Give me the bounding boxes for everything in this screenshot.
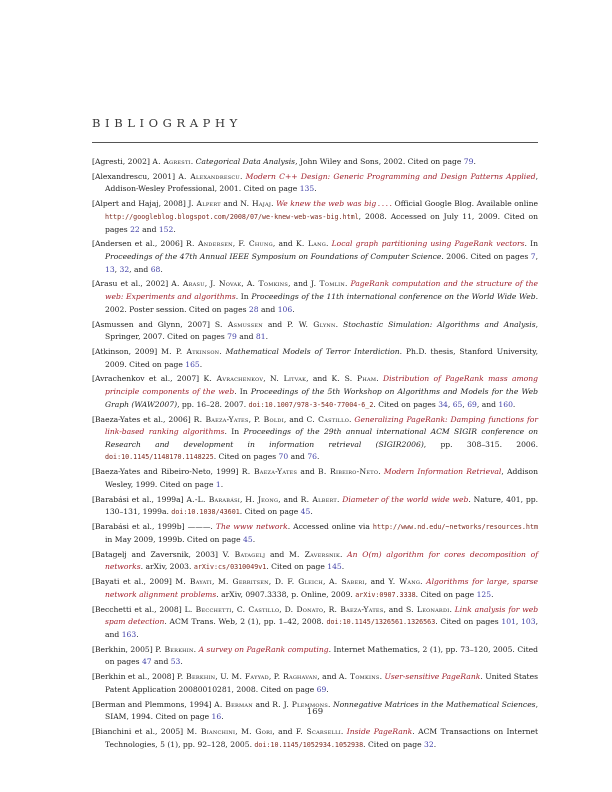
author-name: R. Albert <box>300 494 338 504</box>
bib-text: . ACM Transactions on Internet Technologies, 5 (1), pp. 92–128, 2005. <box>105 727 539 749</box>
bib-text: , pp. 16–28. 2007. <box>177 399 249 409</box>
bib-text: , <box>239 494 246 504</box>
author-name: A. Berman <box>214 699 253 709</box>
work-title-link[interactable]: Distribution of PageRank mass among principle components of the web <box>105 374 538 397</box>
author-name: J. Novak <box>210 279 242 289</box>
bib-text: and <box>220 199 241 209</box>
bib-text: [Baeza-Yates and Ribeiro-Neto, 1999] <box>92 467 242 477</box>
bib-text: and <box>288 452 308 462</box>
url-link[interactable]: doi:10.1038/43601 <box>171 508 240 517</box>
bib-text: . Cited on pages <box>373 399 439 409</box>
cited-page-link[interactable]: 45 <box>243 534 253 544</box>
cited-page-link[interactable]: 32 <box>424 739 434 749</box>
bib-text: [Asmussen and Glynn, 2007] <box>92 319 215 329</box>
bib-text: and <box>265 549 289 559</box>
bib-text: . Internet Mathematics, 2 (1), pp. 73–120, 2005. Cited on pages <box>105 644 538 667</box>
bib-text: . <box>173 224 176 234</box>
cited-page-link[interactable]: 1 <box>215 479 221 489</box>
cited-page-link[interactable]: 22 <box>130 224 140 234</box>
bib-text: and <box>139 224 159 234</box>
cited-page-link[interactable]: 53 <box>170 657 181 667</box>
author-name: J. Tomlin <box>310 279 346 289</box>
bib-text: . Ph.D. thesis, Stanford University, 2009. Cited on page <box>105 347 538 369</box>
work-title: Proceedings of the 11th international conference on the World Wide Web <box>251 292 536 302</box>
author-name: N. Litvak <box>270 374 307 384</box>
work-title-link[interactable]: An O(m) algorithm for cores decomposition of networks <box>105 549 539 572</box>
bib-text: . ACM Trans. Web, 2 (1), pp. 1–42, 2008. <box>164 617 327 627</box>
bib-entry <box>92 604 538 642</box>
bib-text: . <box>491 589 494 599</box>
author-name: R. Baeza-Yates <box>193 414 249 424</box>
page-number: 169 <box>306 707 324 717</box>
cited-page-link[interactable]: 165 <box>185 359 200 369</box>
work-title-link[interactable]: PageRank computation and the structure of the web: Experiments and algorithms <box>105 279 539 302</box>
bib-text: . <box>265 332 269 342</box>
bib-text: [Barabási et al., 1999a] <box>92 494 187 504</box>
bib-entry <box>92 671 538 696</box>
bib-text: , <box>204 279 211 289</box>
bib-text: and <box>258 304 278 314</box>
author-name: A. Alexandrescu <box>178 171 240 181</box>
bib-text: . <box>473 157 476 166</box>
work-title: Categorical Data Analysis <box>195 157 296 166</box>
bib-text: [Berkhin, 2005] <box>92 644 156 654</box>
bib-text: . <box>221 712 224 722</box>
bib-text: . Cited on pages <box>213 452 279 462</box>
bib-text: . arXiv, 0907.3338, p. Online, 2009. <box>216 589 356 599</box>
bib-text: , <box>241 279 247 289</box>
author-name: U. M. Fayyad <box>220 672 269 682</box>
author-name: J. Alpert <box>188 199 221 209</box>
bib-entry <box>92 278 538 316</box>
bib-entry <box>92 521 538 546</box>
bib-text: . <box>376 374 383 384</box>
cited-page-link[interactable]: 16 <box>211 712 222 722</box>
cited-page-link[interactable]: 76 <box>307 452 317 462</box>
work-title-link[interactable]: We knew the web was big . . . . <box>276 199 392 209</box>
work-title-link[interactable]: Local graph partitioning using PageRank vectors <box>331 239 525 249</box>
author-name: M. Gori <box>241 727 273 736</box>
bib-text: . <box>219 347 226 356</box>
bib-text: . <box>239 171 246 181</box>
work-title-link[interactable]: Inside PageRank <box>346 727 413 736</box>
cited-page-link[interactable]: 106 <box>277 304 293 314</box>
author-name: B. Ribeiro-Neto <box>318 467 379 477</box>
author-name: V. Batagelj <box>222 549 266 559</box>
bib-text: . In <box>524 239 538 249</box>
bib-text: . <box>271 199 277 209</box>
author-name: L. Becchetti <box>184 604 232 614</box>
cited-page-link[interactable]: 69 <box>316 684 327 694</box>
cited-page-link[interactable]: 152 <box>158 224 174 234</box>
bib-text: Official Google Blog. Available online <box>391 199 538 209</box>
bib-text: [Arasu et al., 2002] <box>92 279 172 289</box>
bib-text: and <box>262 319 288 329</box>
bib-text: [Baeza-Yates et al., 2006] <box>92 414 194 424</box>
bib-text: , and <box>317 672 339 682</box>
author-name: R. Baeza-Yates <box>241 467 298 477</box>
bib-text: . <box>379 672 385 682</box>
bib-text: . <box>292 304 295 314</box>
bib-text: . <box>349 414 355 424</box>
author-name: R. Baeza-Yates <box>328 604 384 614</box>
bib-text: . <box>337 494 343 504</box>
bib-text: [Atkinson, 2009] <box>92 347 162 356</box>
author-name: D. Donato <box>284 604 324 614</box>
work-title-link[interactable]: The www network <box>215 522 288 532</box>
bib-text: , and <box>105 617 539 639</box>
author-name: P. Berkhin <box>176 672 216 682</box>
bib-text: . Cited on pages <box>435 617 502 627</box>
bib-entry <box>92 198 538 236</box>
bib-text: , and <box>129 264 151 274</box>
bib-entry <box>92 156 538 169</box>
bib-entry <box>92 373 538 411</box>
bib-text: , <box>235 727 242 736</box>
bib-text: , <box>268 672 274 682</box>
cited-page-link[interactable]: 69 <box>467 399 477 409</box>
work-title-link[interactable]: Algorithms for large, sparse network alignment problems <box>105 577 539 599</box>
bib-text: . United States Patent Application 20080010281, 2008. Cited on page <box>105 672 539 694</box>
bib-text: , Addison Wesley, 1999. Cited on page <box>105 467 539 489</box>
bib-text: , <box>515 617 522 627</box>
bib-text: [Alexandrescu, 2001] <box>92 171 179 181</box>
bib-entry <box>92 549 538 574</box>
bib-entry <box>92 644 538 669</box>
author-name: A. Arasu <box>171 279 205 289</box>
bib-text: , <box>462 399 468 409</box>
bib-text: , and <box>476 399 499 409</box>
bib-text: , <box>248 414 254 424</box>
bib-text: . <box>136 629 139 639</box>
bib-text: . <box>340 727 347 736</box>
bib-entry <box>92 171 538 196</box>
url-link[interactable]: doi:10.1145/1148170.1148225 <box>105 453 214 462</box>
bib-text: , and <box>283 414 307 424</box>
bib-entry <box>92 346 538 371</box>
author-name: M. Zaversnik <box>288 549 341 559</box>
bib-text: . Accessed online via <box>287 522 373 532</box>
bib-text: . arXiv, 2003. <box>140 562 194 572</box>
bib-text: , <box>114 264 120 274</box>
bib-text: , and <box>272 727 296 736</box>
bibliography-list <box>92 156 538 753</box>
bib-text: , <box>232 239 239 249</box>
bib-text: . <box>220 479 224 489</box>
url-link[interactable]: http://www.nd.edu/~networks/resources.htm <box>372 523 538 532</box>
author-name: M. P. Atkinson <box>161 347 220 356</box>
bib-text: . 2002. Poster session. Cited on pages <box>105 292 538 314</box>
cited-page-link[interactable]: 160 <box>498 399 513 409</box>
bib-entry <box>92 414 538 464</box>
bib-text: . <box>340 549 348 559</box>
author-name: R. J. Plemmons <box>272 699 329 709</box>
author-name: P. W. Glynn <box>287 319 336 329</box>
bib-text: , <box>322 577 329 587</box>
bib-text: . In <box>234 387 251 397</box>
bib-text: , and <box>383 604 406 614</box>
author-name: S. Leonardi <box>405 604 450 614</box>
url-link[interactable]: doi:10.1007/978-3-540-77004-6_2 <box>248 400 374 409</box>
bib-text: and <box>236 332 256 342</box>
cited-page-link[interactable]: 28 <box>248 304 259 314</box>
bib-text: [Bianchini et al., 2005] <box>92 727 187 736</box>
work-title: Nonnegative Matrices in the Mathematical Sciences <box>332 699 536 709</box>
cited-page-link[interactable]: 32 <box>119 264 130 274</box>
cited-page-link[interactable]: 68 <box>150 264 161 274</box>
author-name: M. Gerritsen <box>218 577 269 587</box>
bib-text: [Bayati et al., 2009] <box>92 577 176 587</box>
bib-text: . <box>378 467 384 477</box>
author-name: A. Agresti <box>152 157 191 166</box>
work-title-link[interactable]: User-sensitive PageRank <box>384 672 481 682</box>
author-name: S. Asmussen <box>214 319 263 329</box>
bib-text: [Alpert and Hajaj, 2008] <box>92 199 189 209</box>
author-name: P. Berkhin <box>155 644 194 654</box>
bib-text: , <box>535 252 538 261</box>
bib-entry <box>92 466 538 491</box>
bib-text: in May 2009, 1999b. Cited on page <box>105 534 244 544</box>
cited-page-link[interactable]: 34 <box>438 399 448 409</box>
bib-text: . <box>310 507 313 517</box>
bib-text: . Cited on page <box>266 562 328 572</box>
url-link[interactable]: doi:10.1145/1052934.1052938 <box>254 740 364 749</box>
bib-text: , <box>268 577 275 587</box>
work-title-link[interactable]: Link analysis for web spam detection <box>105 604 539 627</box>
cited-page-link[interactable]: 7 <box>530 252 536 261</box>
bib-text: , <box>215 672 221 682</box>
bib-text: . <box>180 657 183 667</box>
cited-page-link[interactable]: 101 <box>501 617 516 627</box>
cited-page-link[interactable]: 103 <box>521 617 536 627</box>
author-name: K. Lang <box>295 239 326 249</box>
author-name: A.-L. Barabási <box>186 494 240 504</box>
bib-text: . <box>314 184 317 194</box>
url-link[interactable]: arXiv:0907.3338 <box>355 590 416 599</box>
bib-text: , and <box>278 494 301 504</box>
cited-page-link[interactable]: 163 <box>121 629 137 639</box>
bib-text: . <box>512 399 516 409</box>
bib-entry <box>92 726 538 751</box>
bib-text: . <box>335 319 344 329</box>
bib-text: [Avrachenkov et al., 2007] <box>92 374 204 384</box>
bib-text: , <box>279 604 285 614</box>
author-name: C. Castillo <box>306 414 350 424</box>
work-title-link[interactable]: Modern C++ Design: Generic Programming and Design Patterns Applied <box>245 171 536 181</box>
cited-page-link[interactable]: 47 <box>141 657 152 667</box>
url-link[interactable]: doi:10.1145/1326561.1326563 <box>326 618 436 627</box>
bib-text: . In <box>235 292 252 302</box>
bib-text: . 2006. Cited on pages <box>441 252 531 261</box>
bib-text: . <box>326 239 332 249</box>
bib-text: , <box>447 399 453 409</box>
author-name: C. Castillo <box>236 604 280 614</box>
bib-text: . <box>193 644 199 654</box>
cited-page-link[interactable]: 145 <box>327 562 342 572</box>
url-link[interactable]: http://googleblog.blogspot.com/2008/07/we-knew-web-was-big.html <box>105 212 359 221</box>
bib-text: [Berkhin et al., 2008] <box>92 672 177 682</box>
bib-text: . Nature, 401, pp. 130–131, 1999a. <box>105 494 539 517</box>
bib-text: , and <box>288 279 311 289</box>
author-name: A. Tomkins <box>246 279 289 289</box>
work-title: Proceedings of the 29th annual international ACM SIGIR conference on Research and development in information retrieval (SIGIR2006) <box>105 427 539 449</box>
bib-text: , Addison-Wesley Professional, 2001. Cited on page <box>105 171 538 194</box>
bib-text: . In <box>224 427 244 437</box>
bib-text: , <box>231 604 237 614</box>
work-title: Mathematical Models of Terror Interdiction <box>225 347 400 356</box>
bib-text: . <box>449 604 455 614</box>
work-title: Proceedings of the 5th Workshop on Algorithms and Models for the Web Graph (WAW2007) <box>105 387 538 409</box>
bib-text: . Cited on page <box>239 507 301 517</box>
author-name: H. Jeong <box>245 494 279 504</box>
author-name: N. Hajaj <box>240 199 272 209</box>
cited-page-link[interactable]: 81 <box>255 332 266 342</box>
bib-text: . <box>341 562 345 572</box>
bib-text: and <box>252 699 273 709</box>
bib-text: , and <box>272 239 296 249</box>
cited-page-link[interactable]: 45 <box>300 507 311 517</box>
work-title: Stochastic Simulation: Algorithms and Analysis <box>343 319 536 329</box>
bib-text: , <box>323 604 329 614</box>
cited-page-link[interactable]: 13 <box>105 264 115 274</box>
work-title-link[interactable]: Generalizing PageRank: Damping functions for link-based ranking algorithms <box>105 414 538 437</box>
cited-page-link[interactable]: 79 <box>463 157 474 166</box>
heading-rule <box>92 142 538 143</box>
cited-page-link[interactable]: 65 <box>452 399 463 409</box>
bib-entry <box>92 576 538 601</box>
bib-text: . <box>420 577 427 587</box>
work-title-link[interactable]: Diameter of the world wide web <box>342 494 469 504</box>
bib-text: and <box>297 467 318 477</box>
bib-text: [Becchetti et al., 2008] <box>92 604 185 614</box>
cited-page-link[interactable]: 135 <box>299 184 315 194</box>
bib-text: , Springer, 2007. Cited on pages <box>105 319 539 342</box>
bib-text: , John Wiley and Sons, 2002. Cited on page <box>295 157 464 166</box>
bib-text: . <box>199 359 203 369</box>
author-name: P. Boldi <box>253 414 284 424</box>
author-name: D. F. Gleich <box>274 577 323 587</box>
author-name: A. Saberi <box>328 577 365 587</box>
bib-text: . <box>328 699 333 709</box>
author-name: F. Chung <box>238 239 273 249</box>
author-name: F. Scarselli <box>295 727 341 736</box>
cited-page-link[interactable]: 79 <box>227 332 237 342</box>
bib-text: [Barabási et al., 1999b] ———. <box>92 522 216 532</box>
bib-text: [Andersen et al., 2006] <box>92 239 186 249</box>
bib-text: . <box>160 264 163 274</box>
bib-text: , SIAM, 1994. Cited on page <box>105 699 539 722</box>
author-name: M. Bianchini <box>186 727 236 736</box>
bib-text: [Agresti, 2002] <box>92 157 153 166</box>
bib-text: , <box>263 374 271 384</box>
bib-text: . Cited on page <box>415 589 477 599</box>
bib-text: and <box>151 657 171 667</box>
bib-text: . <box>190 157 196 166</box>
author-name: M. Bayati <box>175 577 212 587</box>
bib-text: , and <box>364 577 389 587</box>
bib-text: . <box>345 279 351 289</box>
bib-text: , <box>211 577 218 587</box>
work-title: Proceedings of the 47th Annual IEEE Symposium on Foundations of Computer Science <box>105 252 442 261</box>
bib-entry <box>92 238 538 276</box>
bib-text: . Cited on page <box>363 739 425 749</box>
bib-text: . <box>317 452 320 462</box>
bib-text: . <box>252 534 256 544</box>
bib-text: , 2008. Accessed on July 11, 2009. Cited on pages <box>105 211 538 234</box>
author-name: K. Avrachenkov <box>203 374 264 384</box>
chapter-heading: BIBLIOGRAPHY <box>92 116 242 130</box>
url-link[interactable]: arXiv:cs/0310049v1 <box>193 563 267 572</box>
cited-page-link[interactable]: 70 <box>278 452 289 462</box>
bib-text: , pp. 308–315. 2006. <box>423 439 539 449</box>
author-name: R. Andersen <box>185 239 233 249</box>
author-name: A. Tomkins <box>338 672 380 682</box>
bib-text: , and <box>306 374 332 384</box>
bib-text: [Batagelj and Zaversnik, 2003] <box>92 549 223 559</box>
author-name: P. Raghavan <box>273 672 318 682</box>
work-title-link[interactable]: A survey on PageRank computing <box>198 644 329 654</box>
cited-page-link[interactable]: 125 <box>476 589 492 599</box>
author-name: K. S. Pham <box>331 374 377 384</box>
bib-text: . <box>433 739 437 749</box>
bib-text: . <box>326 684 329 694</box>
bib-entry <box>92 319 538 344</box>
bib-text: [Berman and Plemmons, 1994] <box>92 699 215 709</box>
author-name: Y. Wang <box>388 577 421 587</box>
bib-entry <box>92 494 538 519</box>
work-title-link[interactable]: Modern Information Retrieval <box>383 467 502 477</box>
